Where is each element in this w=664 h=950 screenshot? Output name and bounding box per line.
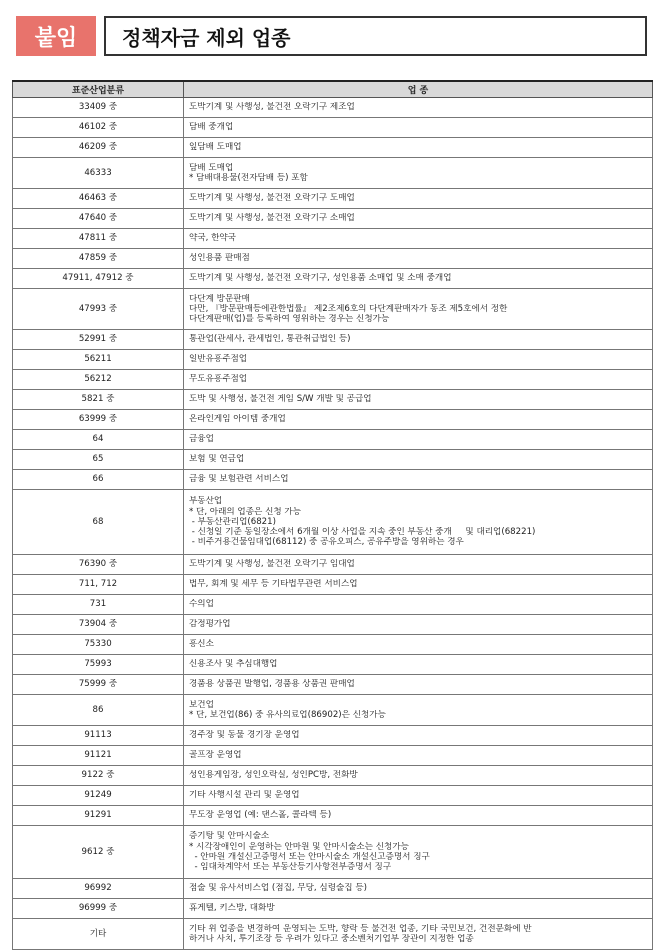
table-row <box>13 470 653 490</box>
description-line: - 부동산관리업(6821) <box>189 516 276 527</box>
industry-code-cell: 91121 <box>13 746 184 766</box>
table-row <box>13 158 653 189</box>
industry-description-cell <box>184 390 653 410</box>
industry-code-cell: 731 <box>13 595 184 615</box>
industry-description-cell <box>184 655 653 675</box>
description-line: * 단, 보건업(86) 중 유사의료업(86902)은 신청가능 <box>189 710 386 720</box>
industry-description-cell <box>184 879 653 899</box>
description-line: 다만, 『방문판매등에관한법률』 제2조제6호의 다단계판매자가 동조 제5호에서 정한 <box>189 303 508 314</box>
description-line: 금융업 <box>189 434 214 445</box>
industry-code-cell: 75993 <box>13 655 184 675</box>
industry-description-cell <box>184 919 653 950</box>
table-row <box>13 675 653 695</box>
table-row <box>13 189 653 209</box>
industry-code-cell: 9612 중 <box>13 826 184 879</box>
industry-description-cell <box>184 675 653 695</box>
description-line: 수의업 <box>189 599 214 610</box>
table-row <box>13 766 653 786</box>
table-row <box>13 390 653 410</box>
description-line: 도박기계 및 사행성, 불건전 오락기구 임대업 <box>189 559 355 570</box>
table-row <box>13 879 653 899</box>
industry-description-cell <box>184 726 653 746</box>
column-header-industry: 업 종 <box>184 81 653 98</box>
table-row <box>13 635 653 655</box>
industry-description-cell <box>184 786 653 806</box>
description-line: 휴게텔, 키스방, 대화방 <box>189 903 275 914</box>
industry-description-cell <box>184 746 653 766</box>
description-line: 신용조사 및 추심대행업 <box>189 659 278 670</box>
industry-code-cell: 64 <box>13 430 184 450</box>
table-row <box>13 919 653 950</box>
description-line: 다단계판매(업)를 등록하여 영위하는 경우는 신청가능 <box>189 314 390 325</box>
description-line: 증기탕 및 안마시술소 <box>189 831 270 842</box>
industry-description-cell <box>184 615 653 635</box>
description-line: 도박기계 및 사행성, 불건전 오락기구, 성인용품 소매업 및 소매 중개업 <box>189 273 452 284</box>
industry-description-cell <box>184 695 653 726</box>
page-header <box>16 16 647 56</box>
page-title: 정책자금 제외 업종 <box>104 16 647 56</box>
table-row <box>13 229 653 249</box>
table-row <box>13 289 653 330</box>
industry-code-cell: 91249 <box>13 786 184 806</box>
excluded-industries-table <box>12 80 653 950</box>
industry-code-cell: 47911, 47912 중 <box>13 269 184 289</box>
description-line: 경품용 상품권 발행업, 경품용 상품권 판매업 <box>189 679 355 690</box>
table-row <box>13 655 653 675</box>
industry-description-cell <box>184 826 653 879</box>
table-row <box>13 595 653 615</box>
table-row <box>13 98 653 118</box>
table-row <box>13 209 653 229</box>
industry-code-cell: 46209 중 <box>13 138 184 158</box>
table-row <box>13 370 653 390</box>
industry-description-cell <box>184 350 653 370</box>
table-row <box>13 786 653 806</box>
industry-code-cell: 47859 중 <box>13 249 184 269</box>
industry-description-cell <box>184 575 653 595</box>
industry-code-cell: 68 <box>13 490 184 555</box>
description-line: 도박 및 사행성, 불건전 게임 S/W 개발 및 공급업 <box>189 394 372 405</box>
description-line: - 비주거용건물임대업(68112) 중 공유오피스, 공유주방을 영위하는 경우 <box>189 537 464 548</box>
industry-description-cell <box>184 806 653 826</box>
industry-code-cell: 65 <box>13 450 184 470</box>
description-line: - 임대차계약서 또는 부동산등기사항전부증명서 징구 <box>189 862 392 873</box>
industry-description-cell <box>184 410 653 430</box>
description-line: 기타 사행시설 관리 및 운영업 <box>189 790 300 801</box>
table-row <box>13 269 653 289</box>
table-row <box>13 615 653 635</box>
industry-code-cell: 91291 <box>13 806 184 826</box>
industry-description-cell <box>184 269 653 289</box>
table-row <box>13 450 653 470</box>
column-header-code: 표준산업분류 <box>13 81 184 98</box>
industry-code-cell: 33409 중 <box>13 98 184 118</box>
industry-code-cell: 46102 중 <box>13 118 184 138</box>
industry-description-cell <box>184 138 653 158</box>
industry-code-cell: 76390 중 <box>13 555 184 575</box>
description-line: 보건업 <box>189 699 214 710</box>
description-line: 담배 도매업 <box>189 162 234 173</box>
industry-description-cell <box>184 229 653 249</box>
description-line: - 안마원 개설신고증명서 또는 안마시술소 개설신고증명서 징구 <box>189 852 430 862</box>
table-body <box>13 98 653 950</box>
description-line: 보험 및 연금업 <box>189 454 245 465</box>
description-line: 점술 및 유사서비스업 (점집, 무당, 심령술집 등) <box>189 883 367 894</box>
table-row <box>13 575 653 595</box>
industry-code-cell: 52991 중 <box>13 330 184 350</box>
description-line: 온라인게임 아이템 중개업 <box>189 414 286 425</box>
industry-description-cell <box>184 766 653 786</box>
industry-code-cell: 5821 중 <box>13 390 184 410</box>
description-line: 도박기계 및 사행성, 불건전 오락기구 도매업 <box>189 193 355 204</box>
table-row <box>13 555 653 575</box>
description-line: - 신청일 기준 동일장소에서 6개월 이상 사업을 지속 중인 부동산 중개 및 대리업(68221) <box>189 527 536 538</box>
description-line: 법무, 회계 및 세무 등 기타법무관련 서비스업 <box>189 579 358 590</box>
description-line: 경주장 및 동물 경기장 운영업 <box>189 730 300 741</box>
industry-code-cell: 75330 <box>13 635 184 655</box>
industry-code-cell: 기타 <box>13 919 184 950</box>
industry-description-cell <box>184 289 653 330</box>
industry-code-cell: 56211 <box>13 350 184 370</box>
description-line: 다단계 방문판매 <box>189 293 250 304</box>
description-line: 골프장 운영업 <box>189 750 242 761</box>
industry-code-cell: 711, 712 <box>13 575 184 595</box>
industry-description-cell <box>184 555 653 575</box>
description-line: 흥신소 <box>189 639 214 650</box>
industry-description-cell <box>184 330 653 350</box>
description-line: * 시각장애인이 운영하는 안마원 및 안마시술소는 신청가능 <box>189 841 409 852</box>
description-line: 부동산업 <box>189 496 223 507</box>
industry-description-cell <box>184 189 653 209</box>
description-line: 성인용품 판매점 <box>189 253 250 264</box>
table-row <box>13 806 653 826</box>
table-row <box>13 350 653 370</box>
industry-description-cell <box>184 209 653 229</box>
industry-code-cell: 46333 <box>13 158 184 189</box>
industry-code-cell: 96992 <box>13 879 184 899</box>
table-row <box>13 138 653 158</box>
industry-code-cell: 63999 중 <box>13 410 184 430</box>
industry-code-cell: 73904 중 <box>13 615 184 635</box>
industry-description-cell <box>184 635 653 655</box>
industry-description-cell <box>184 595 653 615</box>
industry-description-cell <box>184 490 653 555</box>
attachment-badge: 붙임 <box>16 16 96 56</box>
description-line: 약국, 한약국 <box>189 233 236 244</box>
description-line: 도박기계 및 사행성, 불건전 오락기구 제조업 <box>189 102 355 113</box>
table-row <box>13 746 653 766</box>
table-row <box>13 249 653 269</box>
table-row <box>13 826 653 879</box>
industry-description-cell <box>184 98 653 118</box>
description-line: 담배 중개업 <box>189 122 234 133</box>
industry-code-cell: 47811 중 <box>13 229 184 249</box>
table-row <box>13 118 653 138</box>
industry-description-cell <box>184 430 653 450</box>
description-line: 일반유흥주점업 <box>189 354 248 365</box>
table-row <box>13 430 653 450</box>
industry-code-cell: 56212 <box>13 370 184 390</box>
industry-code-cell: 91113 <box>13 726 184 746</box>
table-row <box>13 899 653 919</box>
industry-code-cell: 47640 중 <box>13 209 184 229</box>
description-line: * 담배대용물(전자담배 등) 포함 <box>189 173 308 183</box>
industry-description-cell <box>184 158 653 189</box>
industry-description-cell <box>184 249 653 269</box>
description-line: 통관업(관세사, 관세법인, 통관취급법인 등) <box>189 334 351 345</box>
industry-code-cell: 96999 중 <box>13 899 184 919</box>
description-line: 금융 및 보험관련 서비스업 <box>189 474 289 485</box>
industry-description-cell <box>184 118 653 138</box>
table-row <box>13 330 653 350</box>
table-row <box>13 695 653 726</box>
description-line: 하거나 사치, 투기조장 등 우려가 있다고 중소벤처기업부 장관이 지정한 업종 <box>189 934 474 944</box>
description-line: 잎담배 도매업 <box>189 142 242 153</box>
industry-code-cell: 66 <box>13 470 184 490</box>
industry-description-cell <box>184 470 653 490</box>
description-line: 무도장 운영업 (예: 댄스홀, 콜라텍 등) <box>189 810 332 821</box>
description-line: 무도유흥주점업 <box>189 374 248 385</box>
description-line: 감정평가업 <box>189 619 231 630</box>
industry-code-cell: 47993 중 <box>13 289 184 330</box>
description-line: * 단, 아래의 업종은 신청 가능 <box>189 506 302 517</box>
table-row <box>13 490 653 555</box>
description-line: 기타 위 업종을 변경하여 운영되는 도박, 향락 등 불건전 업종, 기타 국민보건, 건전문화에 반 <box>189 923 532 934</box>
table-row <box>13 726 653 746</box>
industry-description-cell <box>184 450 653 470</box>
description-line: 도박기계 및 사행성, 불건전 오락기구 소매업 <box>189 213 355 224</box>
description-line: 성인용게임장, 성인오락실, 성인PC방, 전화방 <box>189 770 358 781</box>
industry-code-cell: 75999 중 <box>13 675 184 695</box>
industry-code-cell: 86 <box>13 695 184 726</box>
industry-description-cell <box>184 370 653 390</box>
table-header-row <box>13 81 653 98</box>
table-row <box>13 410 653 430</box>
industry-code-cell: 46463 중 <box>13 189 184 209</box>
industry-code-cell: 9122 중 <box>13 766 184 786</box>
industry-description-cell <box>184 899 653 919</box>
